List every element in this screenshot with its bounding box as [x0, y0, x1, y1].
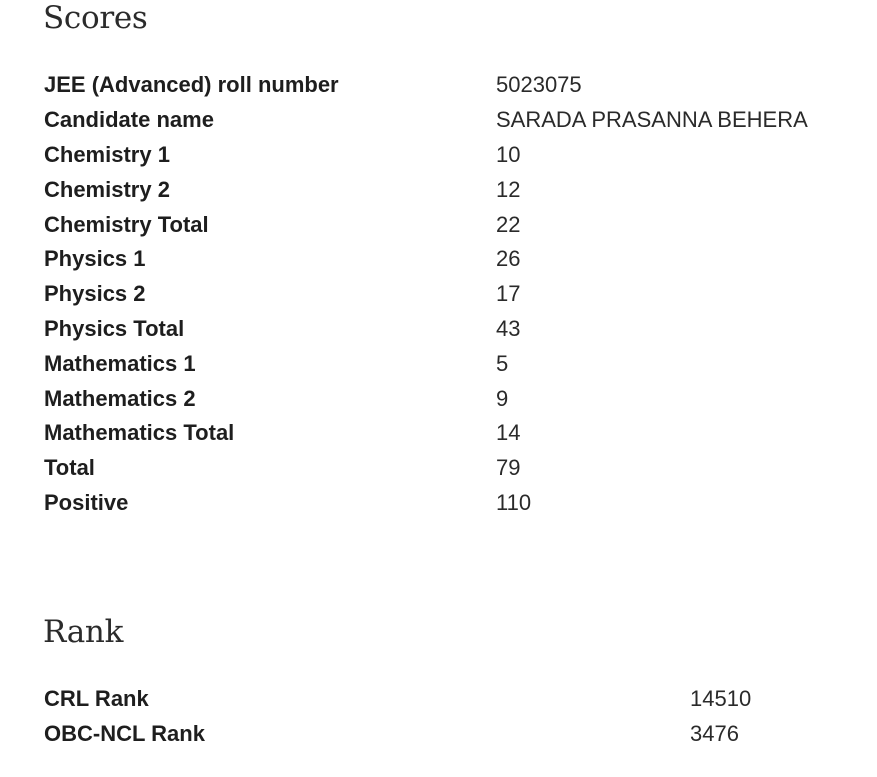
- mathematics-2-label: Mathematics 2: [44, 385, 196, 411]
- table-row: [44, 486, 808, 521]
- table-row: [44, 207, 808, 242]
- mathematics-total-value: 14: [496, 420, 521, 446]
- chemistry-2-label: Chemistry 2: [44, 176, 170, 202]
- physics-2-label: Physics 2: [44, 281, 146, 307]
- table-row: [44, 717, 751, 752]
- obc-ncl-rank-value: 3476: [690, 721, 739, 747]
- physics-2-value: 17: [496, 281, 521, 307]
- rank-table: [44, 682, 751, 752]
- mathematics-1-label: Mathematics 1: [44, 350, 196, 376]
- table-row: [44, 103, 808, 138]
- roll-number-label: JEE (Advanced) roll number: [44, 72, 339, 98]
- physics-total-label: Physics Total: [44, 315, 185, 341]
- roll-number-value: 5023075: [496, 72, 582, 98]
- obc-ncl-rank-label: OBC-NCL Rank: [44, 721, 205, 747]
- table-row: [44, 277, 808, 312]
- mathematics-1-value: 5: [496, 350, 509, 376]
- table-row: [44, 312, 808, 347]
- chemistry-total-value: 22: [496, 211, 521, 237]
- crl-rank-label: CRL Rank: [44, 686, 149, 712]
- chemistry-2-value: 12: [496, 176, 521, 202]
- chemistry-1-value: 10: [496, 141, 521, 167]
- scores-table: [44, 68, 808, 520]
- crl-rank-value: 14510: [690, 686, 752, 712]
- total-label: Total: [44, 455, 95, 481]
- rank-heading: Rank: [43, 614, 124, 650]
- table-row: [44, 172, 808, 207]
- table-row: [44, 416, 808, 451]
- physics-1-value: 26: [496, 246, 521, 272]
- table-row: [44, 242, 808, 277]
- candidate-name-value: SARADA PRASANNA BEHERA: [496, 107, 808, 133]
- scores-heading: Scores: [43, 0, 148, 36]
- chemistry-1-label: Chemistry 1: [44, 141, 170, 167]
- physics-total-value: 43: [496, 315, 521, 341]
- positive-value: 110: [496, 489, 532, 515]
- table-row: [44, 68, 808, 103]
- mathematics-2-value: 9: [496, 385, 509, 411]
- mathematics-total-label: Mathematics Total: [44, 420, 235, 446]
- table-row: [44, 138, 808, 173]
- table-row: [44, 346, 808, 381]
- physics-1-label: Physics 1: [44, 246, 146, 272]
- table-row: [44, 451, 808, 486]
- table-row: [44, 381, 808, 416]
- chemistry-total-label: Chemistry Total: [44, 211, 209, 237]
- positive-label: Positive: [44, 489, 129, 515]
- total-value: 79: [496, 455, 521, 481]
- candidate-name-label: Candidate name: [44, 107, 214, 133]
- table-row: [44, 682, 751, 717]
